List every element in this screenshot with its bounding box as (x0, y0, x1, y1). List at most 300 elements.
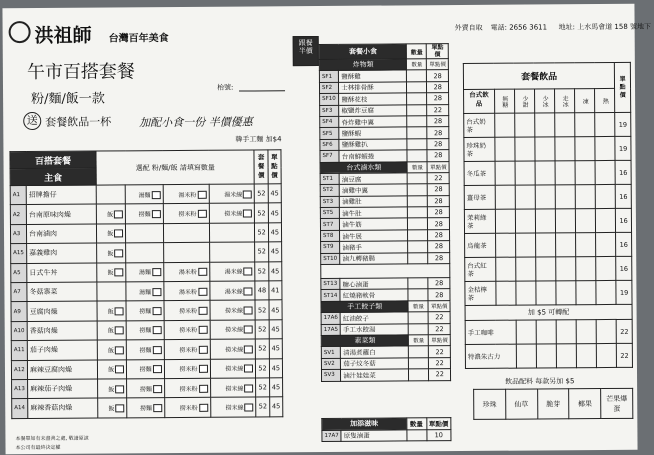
drink-option-cell[interactable] (596, 208, 616, 232)
combo-option-cell (125, 185, 163, 205)
vermicelli-qty-box[interactable] (244, 365, 253, 373)
combo-option-cell (127, 378, 165, 398)
drink-option-header: 少冰 (534, 89, 554, 113)
combo-option-cell (126, 243, 164, 263)
drink-name: 烏龍茶 (465, 233, 496, 257)
snack-code: ST7 (320, 219, 339, 231)
combo-option-label: 飯 (107, 250, 114, 258)
snack-price: 28 (428, 184, 450, 196)
drink-price: 19 (616, 280, 632, 304)
combo-option-cell (210, 358, 256, 378)
extra-table (321, 417, 451, 442)
ricenoodle-qty-box[interactable] (198, 326, 207, 334)
drink-option-cell[interactable] (535, 185, 555, 209)
snack-qty-cell[interactable] (409, 369, 429, 381)
snack-qty-cell[interactable] (408, 184, 428, 196)
drink-option-cell[interactable] (515, 137, 535, 161)
drink-option-cell[interactable] (575, 185, 595, 209)
combo-option-label: 撈米粉 (179, 404, 198, 412)
drink-name: 冬瓜茶 (464, 161, 495, 185)
vermicelli-qty-box[interactable] (245, 384, 254, 392)
combo-option-label: 湯麵 (138, 269, 152, 277)
snack-row (320, 93, 449, 105)
combo-name: 香菇肉燥 (27, 321, 97, 341)
rice-qty-box[interactable] (115, 346, 124, 354)
rice-qty-box[interactable] (114, 230, 123, 238)
combo-option-cell (163, 204, 209, 224)
drink-option-cell[interactable] (576, 257, 596, 281)
combo-option-cell (209, 262, 255, 282)
snack-name: 鹽酥雞 (339, 70, 407, 82)
snack-name: 脊炸雞中翼 (339, 116, 407, 128)
drink-option-cell[interactable] (595, 184, 615, 208)
drink-option-cell[interactable] (495, 257, 515, 281)
drink-option-cell[interactable] (555, 209, 575, 233)
upgrade-price: 22 (617, 343, 633, 367)
snack-qty-cell[interactable] (409, 358, 429, 370)
noodle-qty-box[interactable] (151, 191, 160, 199)
snack-price: 22 (429, 312, 451, 324)
combo-option-label: 飯 (107, 308, 114, 316)
snack-qty-cell[interactable] (407, 93, 427, 105)
noodle-qty-box[interactable] (152, 307, 161, 315)
combo-single-price: 45 (268, 261, 281, 280)
snack-qty-cell[interactable] (407, 82, 427, 94)
combo-option-label: 飯 (107, 211, 114, 219)
upgrade-option-cell[interactable] (516, 320, 536, 344)
snack-name: 鹽酥蝦 (339, 127, 407, 139)
drink-option-cell[interactable] (575, 209, 595, 233)
rice-qty-box[interactable] (114, 269, 123, 277)
combo-option-label: 撈米線 (225, 346, 244, 354)
snack-qty-cell[interactable] (409, 323, 429, 335)
upgrade-option-cell[interactable] (556, 320, 576, 344)
extra-title: 加添滋味 (322, 418, 407, 430)
combo-single-price: 45 (268, 184, 281, 203)
addon-option[interactable]: 仙草 (505, 389, 537, 419)
combo-main-label: 主食 (10, 168, 96, 186)
upgrade-option-cell[interactable] (596, 319, 616, 343)
snacks-title: 套餐小食 (319, 44, 407, 60)
combo-code: A11 (11, 341, 27, 361)
combo-option-cell (164, 359, 210, 379)
noodle-qty-box[interactable] (152, 268, 161, 276)
snack-row (321, 346, 450, 358)
drink-option-cell[interactable] (596, 232, 616, 256)
combo-option-label: 飯 (108, 386, 115, 394)
drink-row (464, 184, 631, 209)
combo-option-label: 撈米線 (225, 365, 244, 373)
drinks-table (463, 62, 633, 369)
rice-qty-box[interactable] (114, 249, 123, 257)
drink-option-cell[interactable] (515, 209, 535, 233)
combo-option-label: 湯麵 (138, 191, 151, 199)
snack-qty-cell[interactable] (407, 138, 427, 150)
ricenoodle-qty-box[interactable] (198, 346, 207, 354)
ricenoodle-qty-box[interactable] (198, 307, 207, 315)
snack-section-qty: 數量 (408, 301, 428, 313)
noodle-qty-box[interactable] (153, 346, 162, 354)
ricenoodle-qty-box[interactable] (198, 268, 207, 276)
noodle-qty-box[interactable] (153, 404, 162, 412)
snack-name: 滷牛筋 (340, 218, 408, 230)
drink-option-cell[interactable] (496, 281, 516, 305)
drinks-group-label: 台式飲品 (464, 89, 495, 113)
ricenoodle-qty-box[interactable] (199, 384, 208, 392)
snack-price: 22 (428, 173, 450, 185)
combo-row (11, 339, 282, 360)
logo-seal (9, 21, 31, 43)
ricenoodle-qty-box[interactable] (199, 365, 208, 373)
snack-name: 滷汁娃娃菜 (341, 369, 409, 381)
drink-option-cell[interactable] (495, 209, 515, 233)
combo-option-cell (210, 300, 256, 320)
combo-code: A10 (11, 321, 27, 341)
drink-option-cell[interactable] (595, 112, 615, 136)
combo-row (11, 261, 282, 282)
vermicelli-qty-box[interactable] (243, 190, 252, 198)
send-mark: 送 (23, 112, 41, 130)
snack-qty-cell[interactable] (408, 230, 428, 242)
drink-option-cell[interactable] (576, 233, 596, 257)
snack-qty-cell[interactable] (408, 195, 428, 207)
combo-single-price: 45 (268, 223, 281, 242)
noodle-qty-box[interactable] (152, 210, 161, 218)
drink-option-cell[interactable] (495, 161, 515, 185)
col-set-price: 套餐價 (254, 150, 268, 184)
noodle-qty-box[interactable] (152, 288, 161, 296)
table-no-line (239, 90, 285, 91)
vermicelli-qty-box[interactable] (243, 210, 252, 218)
snack-section-single: 單點價 (428, 300, 450, 312)
combo-code: A15 (11, 244, 27, 264)
drink-option-cell[interactable] (536, 257, 556, 281)
combo-option-label: 湯米線 (224, 288, 243, 296)
drink-option-cell[interactable] (536, 281, 556, 305)
upgrade-option-cell[interactable] (536, 344, 556, 368)
combo-option-cell (126, 282, 164, 302)
combo-option-cell (209, 203, 255, 223)
combo-option-cell (96, 224, 125, 244)
combo-code: A3 (10, 224, 26, 244)
snack-name: 士林排骨酥 (339, 82, 407, 94)
combo-name: 麻辣香菇肉燥 (28, 398, 98, 418)
snack-section-single: 單點價 (428, 161, 450, 173)
combo-single-price: 45 (268, 203, 281, 222)
snack-code: SV3 (321, 370, 340, 382)
snack-row (321, 278, 450, 290)
combo-set-price: 52 (255, 203, 268, 222)
combo-option-cell (126, 262, 164, 282)
rice-qty-box[interactable] (115, 327, 124, 335)
snack-name: 鹽酥雞扒 (339, 139, 407, 151)
combo-name: 台南滷肉 (26, 224, 96, 244)
snack-price: 22 (429, 357, 451, 369)
drink-option-cell[interactable] (494, 113, 514, 137)
combo-title: 百搭套餐 (10, 151, 96, 169)
rice-qty-box[interactable] (115, 307, 124, 315)
combo-option-label: 撈米線 (225, 385, 244, 393)
addon-option[interactable]: 珍珠 (474, 389, 506, 419)
snack-qty-cell[interactable] (408, 252, 428, 264)
combo-row (10, 184, 281, 205)
snack-qty-cell[interactable] (407, 70, 427, 82)
drink-option-cell[interactable] (555, 185, 575, 209)
combo-set-price: 52 (256, 397, 269, 416)
snack-qty-cell[interactable] (408, 218, 428, 230)
combo-single-price: 45 (269, 397, 282, 416)
snack-row (320, 127, 449, 139)
snack-code: ST8 (321, 230, 340, 242)
drink-row (465, 280, 632, 305)
snack-section (319, 59, 448, 71)
vermicelli-qty-box[interactable] (244, 287, 253, 295)
snack-row (320, 150, 449, 162)
drink-option-cell[interactable] (556, 257, 576, 281)
drink-option-header: 少甜 (514, 89, 534, 113)
snack-name: 台南鮮蝦捲 (339, 150, 407, 162)
drink-option-cell[interactable] (535, 113, 555, 137)
combo-option-label: 湯米粉 (178, 191, 197, 199)
snack-qty-cell[interactable] (407, 104, 427, 116)
snack-section-qty: 數量 (407, 59, 427, 71)
drink-option-cell[interactable] (576, 281, 596, 305)
upgrade-option-cell[interactable] (516, 344, 536, 368)
upgrade-option-cell[interactable] (576, 344, 596, 368)
drink-option-cell[interactable] (495, 233, 515, 257)
combo-row (11, 320, 282, 341)
snack-code: SF3 (320, 105, 339, 117)
snacks-table (319, 43, 451, 381)
snack-qty-cell[interactable] (409, 346, 429, 358)
upgrade-price: 22 (616, 319, 632, 343)
snack-price: 28 (427, 70, 449, 82)
drink-option-cell[interactable] (535, 233, 555, 257)
combo-option-label: 飯 (108, 405, 115, 413)
noodle-qty-box[interactable] (152, 327, 161, 335)
drink-price: 16 (616, 208, 632, 232)
handmade-note: 韓手工麵 加$4 (235, 135, 282, 144)
drink-option-cell[interactable] (596, 256, 616, 280)
combo-choose-label: 選配 粉/麵/飯 請填寫數量 (96, 150, 255, 185)
combo-option-cell (126, 340, 164, 360)
snack-section-title: 炸物類 (319, 59, 407, 71)
ricenoodle-qty-box[interactable] (198, 287, 207, 295)
brand-tagline: 台灣百年美食 (108, 33, 169, 45)
combo-option-label: 湯米線 (224, 268, 243, 276)
vermicelli-qty-box[interactable] (245, 403, 254, 411)
snack-row (320, 138, 449, 150)
snack-price: 28 (427, 138, 449, 150)
snack-price: 22 (427, 104, 449, 116)
combo-row (11, 300, 282, 321)
snack-name: 滷豬手 (340, 241, 408, 253)
snack-section-title: 台式滷水類 (320, 161, 408, 173)
snack-qty-cell[interactable] (409, 312, 429, 324)
snack-section (321, 335, 450, 347)
drink-option-cell[interactable] (515, 161, 535, 185)
drink-option-cell[interactable] (596, 280, 616, 304)
drinks-title: 套餐飲品 (463, 62, 614, 89)
drink-option-cell[interactable] (556, 281, 576, 305)
drink-option-cell[interactable] (495, 137, 515, 161)
combo-option-cell (163, 223, 209, 243)
drink-option-cell[interactable] (535, 161, 555, 185)
noodle-qty-box[interactable] (153, 365, 162, 373)
drink-option-cell[interactable] (555, 113, 575, 137)
combo-option-cell (163, 262, 209, 282)
combo-option-cell (97, 359, 126, 379)
snack-name: 滷牛肚 (340, 207, 408, 219)
drink-row (464, 208, 631, 233)
combo-set-price: 52 (255, 223, 268, 242)
drink-option-cell[interactable] (515, 185, 535, 209)
combo-option-label: 撈米粉 (179, 366, 198, 374)
addons-table (473, 388, 633, 420)
combo-option-cell (127, 398, 165, 418)
snack-name: 清湯煮蘿白 (341, 346, 409, 358)
drink-option-cell[interactable] (535, 209, 555, 233)
drink-option-cell[interactable] (516, 281, 536, 305)
combo-set-price: 52 (255, 261, 268, 280)
snack-qty-cell[interactable] (407, 150, 427, 162)
drink-option-cell[interactable] (495, 185, 515, 209)
snack-section-title: 手工餃子類 (321, 301, 409, 313)
half-price-tag: 跟餐半價 (293, 36, 319, 66)
combo-single-price: 45 (269, 300, 282, 319)
combo-option-label: 撈麵 (139, 405, 152, 413)
combo-name: 冬菇寨菜 (27, 282, 97, 302)
combo-option-cell (98, 398, 127, 418)
extra-row (322, 429, 451, 441)
combo-option-cell (127, 359, 165, 379)
drinks-col-single: 單點價 (615, 62, 631, 112)
combo-option-label: 撈米粉 (178, 210, 197, 219)
combo-option-cell (126, 223, 164, 243)
page-title: 午市百搭套餐 (26, 61, 135, 84)
snack-code: 17A5 (321, 324, 340, 336)
combo-option-label: 飯 (107, 347, 115, 355)
combo-option-label: 撈麵 (139, 346, 152, 355)
drink-option-cell[interactable] (575, 137, 595, 161)
ricenoodle-qty-box[interactable] (197, 190, 206, 198)
combo-option-cell (96, 204, 125, 224)
drink-option-cell[interactable] (516, 257, 536, 281)
snack-qty-cell[interactable] (408, 173, 428, 185)
extra-qty-cell[interactable] (406, 429, 426, 441)
rice-qty-box[interactable] (115, 404, 124, 412)
rice-qty-box[interactable] (115, 366, 124, 374)
combo-option-label: 湯米線 (224, 191, 243, 199)
combo-option-cell (210, 320, 256, 340)
combo-option-cell (209, 242, 255, 262)
combo-option-label: 飯 (107, 327, 114, 335)
snack-code: SV1 (321, 347, 340, 359)
combo-name: 招牌擔仔 (26, 185, 96, 205)
snack-row (321, 229, 450, 241)
combo-single-price: 45 (269, 378, 282, 397)
snack-section-qty: 數量 (409, 335, 429, 347)
combo-single-price: 41 (269, 281, 282, 300)
snack-name: 茄子炆冬菇 (341, 358, 409, 370)
snack-qty-cell[interactable] (408, 241, 428, 253)
drink-option-cell[interactable] (595, 136, 615, 160)
address: 地址: 上水馬會道 158 號地下 (558, 22, 652, 32)
ricenoodle-qty-box[interactable] (197, 210, 206, 218)
combo-option-cell (210, 339, 256, 359)
upgrade-option-cell[interactable] (576, 320, 596, 344)
addon-option[interactable]: 椰果 (569, 389, 601, 419)
ricenoodle-qty-box[interactable] (199, 404, 208, 412)
drink-row (465, 232, 632, 257)
snack-qty-cell[interactable] (408, 278, 428, 290)
drink-option-cell[interactable] (575, 161, 595, 185)
drink-option-cell[interactable] (556, 233, 576, 257)
snack-name: 滷豆腐 (339, 173, 407, 185)
combo-option-cell (210, 397, 256, 417)
combo-option-cell (97, 340, 126, 360)
upgrade-option-cell[interactable] (556, 344, 576, 368)
drink-row (464, 112, 631, 137)
combo-option-cell (97, 262, 126, 282)
vermicelli-qty-box[interactable] (244, 345, 253, 353)
drink-option-cell[interactable] (595, 160, 615, 184)
upgrade-option-cell[interactable] (536, 320, 556, 344)
snack-price: 22 (429, 369, 451, 381)
combo-name: 麻辣豆腐肉燥 (27, 360, 97, 380)
snack-qty-cell[interactable] (408, 207, 428, 219)
snack-qty-cell[interactable] (407, 116, 427, 128)
drink-option-cell[interactable] (515, 113, 535, 137)
drink-row (464, 160, 631, 185)
combo-code: A5 (11, 263, 27, 283)
combo-single-price: 45 (268, 242, 281, 261)
drink-option-cell[interactable] (555, 161, 575, 185)
addon-option[interactable]: 脆芽 (537, 389, 569, 419)
vermicelli-qty-box[interactable] (244, 326, 253, 334)
rice-qty-box[interactable] (115, 385, 124, 393)
combo-option-cell (210, 378, 256, 398)
upgrade-option-cell[interactable] (596, 343, 616, 367)
combo-set-price: 52 (256, 339, 269, 358)
combo-code: A14 (12, 399, 28, 419)
drink-option-cell[interactable] (575, 113, 595, 137)
combo-option-cell (97, 243, 126, 263)
upgrade-name: 特濃朱古力 (465, 344, 516, 368)
snack-qty-cell[interactable] (408, 289, 428, 301)
combo-option-label: 撈米粉 (179, 327, 198, 335)
noodle-qty-box[interactable] (153, 385, 162, 393)
drink-option-cell[interactable] (535, 137, 555, 161)
snack-qty-cell[interactable] (407, 127, 427, 139)
addon-option[interactable]: 芒果爆蛋 (601, 388, 633, 418)
combo-row (10, 203, 281, 224)
combo-option-label: 湯麵 (139, 288, 152, 296)
takeaway-label: 外賣自取 (454, 23, 483, 33)
rice-qty-box[interactable] (114, 210, 123, 218)
vermicelli-qty-box[interactable] (244, 307, 253, 315)
drink-option-cell[interactable] (555, 137, 575, 161)
snack-price: 28 (428, 252, 450, 264)
combo-set-price: 52 (256, 320, 269, 339)
drink-option-cell[interactable] (515, 233, 535, 257)
vermicelli-qty-box[interactable] (244, 268, 253, 276)
snack-section-qty: 數量 (408, 161, 428, 173)
snack-section-title: 素菜類 (321, 335, 409, 347)
drink-row (464, 136, 631, 161)
combo-option-label: 撈米線 (225, 404, 244, 412)
snack-code: SF6 (320, 139, 339, 151)
